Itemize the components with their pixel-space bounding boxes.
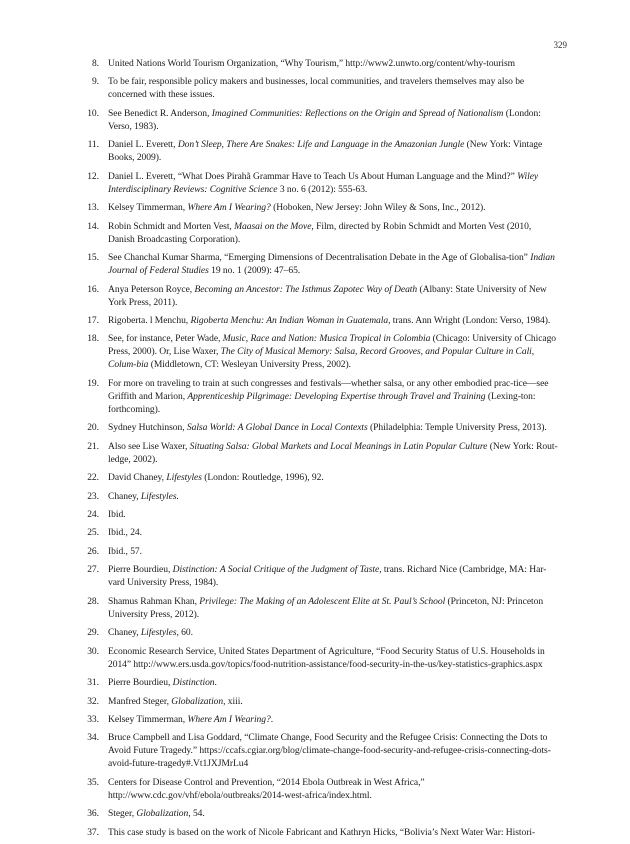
endnote-item: [84, 776, 558, 802]
endnote-text: [108, 139, 542, 163]
endnote-text: [108, 378, 548, 415]
endnote-item: [84, 170, 558, 196]
page-number: 329: [553, 40, 567, 50]
endnote-text-segment: (New York: Vintage Books, 2009).: [108, 139, 543, 164]
endnote-text: [108, 714, 273, 725]
endnote-text-segment: Pierre Bourdieu,: [108, 677, 173, 689]
endnote-text: [108, 777, 425, 801]
endnote-text-segment: , trans. Ann Wright (London: Verso, 1984).: [388, 314, 551, 326]
endnote-text-segment: Daniel L. Everett, “What Does Pirahã Grammar Have to Teach Us About Human Language and the Mind?”: [108, 170, 518, 182]
endnote-text-segment: Manfred Steger,: [108, 695, 172, 707]
endnote-text: [108, 732, 551, 769]
endnote-text-segment: Kelsey Timmerman,: [108, 202, 188, 214]
endnote-text-segment: 19 no. 1 (2009): 47–65.: [208, 265, 301, 277]
endnote-item: [84, 595, 558, 621]
endnote-title-italic: Becoming an Ancestor: The Isthmus Zapotec Way of Death: [194, 283, 418, 295]
endnote-text: [108, 252, 555, 276]
endnote-item: [84, 440, 558, 466]
endnote-number: 22.: [87, 472, 99, 484]
endnote-text-segment: See Chanchal Kumar Sharma, “Emerging Dimensions of Decentralisation Debate in the Age of Globalisa-tion”: [108, 252, 531, 264]
endnote-number: 13.: [87, 202, 99, 214]
endnote-number: 33.: [87, 713, 99, 725]
endnote-text-segment: Kelsey Timmerman,: [108, 713, 188, 725]
endnote-title-italic: Indian Journal of Federal Studies: [108, 252, 555, 277]
endnote-item: [84, 220, 558, 246]
endnote-text-segment: 3 no. 6 (2012): 555-63.: [277, 183, 368, 195]
endnote-item: [84, 471, 558, 484]
endnote-item: [84, 377, 558, 416]
endnote-item: [84, 676, 558, 689]
endnote-number: 32.: [87, 695, 99, 707]
endnote-text-segment: This case study is based on the work of Nicole Fabricant and Kathryn Hicks, “Bolivia’s Next Water War: Histori-: [108, 826, 536, 838]
endnote-title-italic: The City of Musical Memory: Salsa, Record Grooves, and Popular Culture in Cali, Colum-bia: [108, 346, 535, 371]
endnote-title-italic: Where Am I Wearing?: [187, 202, 271, 214]
endnote-text-segment: , 60.: [176, 627, 193, 639]
endnote-title-italic: Rigoberta Menchu: An Indian Woman in Guatemala: [190, 314, 389, 326]
endnote-text-segment: (Albany: State University of New York Press, 2011).: [108, 283, 547, 308]
endnote-text-segment: , Film, directed by Robin Schmidt and Morten Vest (2010, Danish Broadcasting Corporation).: [108, 220, 532, 245]
endnote-number: 16.: [87, 283, 99, 295]
endnote-text-segment: (Chicago: University of Chicago Press, 2000). Or, Lise Waxer,: [108, 333, 557, 358]
endnote-text: [108, 491, 179, 502]
endnote-number: 25.: [87, 527, 99, 539]
endnote-text-segment: Ibid.: [108, 509, 126, 520]
endnote-number: 23.: [87, 490, 99, 502]
endnote-item: [84, 713, 558, 726]
endnote-text-segment: (Hoboken, New Jersey: John Wiley & Sons, Inc., 2012).: [270, 202, 486, 214]
endnote-text: [108, 441, 558, 465]
endnote-text-segment: .: [214, 677, 217, 689]
endnote-text-segment: Anya Peterson Royce,: [108, 283, 195, 295]
endnote-number: 34.: [87, 732, 99, 744]
endnote-title-italic: Maasai on the Move: [234, 220, 312, 232]
endnote-number: 29.: [87, 627, 99, 639]
endnote-number: 11.: [87, 139, 99, 151]
endnote-text-segment: , xiii.: [223, 695, 243, 707]
endnote-title-italic: Lifestyles.: [140, 490, 179, 502]
endnote-text-segment: .: [270, 713, 274, 725]
endnote-number: 21.: [87, 440, 99, 452]
endnote-text: [108, 58, 515, 69]
endnote-text: [108, 808, 205, 819]
endnote-text: [108, 333, 556, 370]
endnote-title-italic: Apprenticeship Pilgrimage: Developing Expertise through Travel and Training: [187, 390, 486, 402]
endnote-title-italic: Globalization: [136, 808, 189, 820]
endnote-text: [108, 284, 547, 308]
endnote-item: [84, 332, 558, 371]
endnote-text: [108, 221, 531, 245]
endnote-title-italic: Globalization: [171, 695, 224, 707]
endnote-item: [84, 201, 558, 214]
endnote-number: 31.: [87, 677, 99, 689]
endnote-text: [108, 509, 126, 520]
endnote-number: 37.: [87, 826, 99, 838]
endnote-item: [84, 107, 558, 133]
endnote-title-italic: Wiley Interdisciplinary Reviews: Cognitive Science: [108, 170, 539, 195]
endnote-text: [108, 76, 524, 100]
endnote-text-segment: Chaney,: [108, 490, 141, 502]
endnote-item: [84, 807, 558, 820]
endnote-text-segment: Ibid., 24.: [108, 527, 142, 539]
endnote-text: [108, 108, 541, 132]
endnote-text-segment: Steger,: [108, 808, 137, 820]
endnote-title-italic: Music, Race and Nation: Musica Tropical in Colombia: [222, 333, 431, 345]
endnote-text-segment: (London: Routledge, 1996), 92.: [201, 472, 324, 484]
endnote-text: [108, 171, 538, 195]
endnote-number: 19.: [87, 377, 99, 389]
endnote-number: 8.: [91, 58, 99, 69]
endnote-text-segment: United Nations World Tourism Organization, “Why Tourism,” http://www2.unwto.org/content/why-tourism: [108, 58, 516, 69]
endnote-item: [84, 57, 558, 70]
endnote-number: 35.: [87, 776, 99, 788]
endnote-text-segment: To be fair, responsible policy makers and businesses, local communities, and travelers themselves may also be concerned with these issues.: [108, 76, 525, 101]
endnote-item: [84, 563, 558, 589]
endnote-item: [84, 526, 558, 539]
endnote-number: 15.: [87, 252, 99, 264]
endnote-text-segment: Chaney,: [108, 627, 141, 639]
endnote-item: [84, 731, 558, 770]
endnote-number: 20.: [87, 422, 99, 434]
endnote-text: [108, 827, 535, 838]
endnote-number: 36.: [87, 808, 99, 820]
endnote-item: [84, 283, 558, 309]
endnote-text-segment: (New York: Rout-ledge, 2002).: [108, 440, 558, 465]
endnote-text: [108, 677, 217, 688]
endnote-number: 12.: [87, 170, 99, 182]
endnote-text-segment: Rigoberta. l Menchu,: [108, 314, 191, 326]
endnote-item: [84, 645, 558, 671]
endnote-title-italic: Lifestyles: [166, 472, 202, 484]
endnote-title-italic: Where Am I Wearing?: [187, 713, 271, 725]
endnote-title-italic: Distinction: A Social Critique of the Judgment of Taste: [172, 564, 380, 576]
endnote-item: [84, 490, 558, 503]
endnote-item: [84, 626, 558, 639]
endnote-item: [84, 695, 558, 708]
endnote-number: 24.: [87, 509, 99, 520]
endnote-title-italic: Lifestyles: [140, 627, 177, 639]
endnote-text-segment: , trans. Richard Nice (Cambridge, MA: Har-vard University Press, 1984).: [108, 564, 547, 589]
endnote-text-segment: (London: Verso, 1983).: [108, 107, 541, 132]
endnote-number: 28.: [87, 595, 99, 607]
endnote-title-italic: Imagined Communities: Reflections on the Origin and Spread of Nationalism: [211, 107, 504, 119]
endnote-text-segment: Shamus Rahman Khan,: [108, 595, 200, 607]
endnote-text-segment: Economic Research Service, United States Department of Agriculture, “Food Security Status of U.S. Households in 2014” http://www.ers.usda.gov/topics/food-nutrition-assistance/food-security-in-the-us/key-statistics-graphics.aspx: [108, 645, 545, 670]
endnote-text-segment: (Philadelphia: Temple University Press, 2013).: [367, 422, 547, 434]
endnote-item: [84, 251, 558, 277]
endnote-text: [108, 202, 485, 213]
endnote-text: [108, 646, 545, 670]
endnote-text-segment: Sydney Hutchinson,: [108, 422, 187, 434]
endnote-number: 30.: [87, 645, 99, 657]
endnote-text: [108, 696, 243, 707]
endnote-item: [84, 314, 558, 327]
endnote-text-segment: For more on traveling to train at such congresses and festivals—whether salsa, or any other embodied prac-tice—see Griffith and Marion,: [108, 377, 549, 402]
endnote-text-segment: (Princeton, NJ: Princeton University Press, 2012).: [108, 595, 544, 620]
endnotes-list: [84, 57, 558, 844]
endnote-text-segment: Ibid., 57.: [108, 545, 142, 557]
endnote-text: [108, 422, 547, 433]
endnote-text: [108, 627, 193, 638]
endnote-text-segment: David Chaney,: [108, 472, 167, 484]
endnote-item: [84, 826, 558, 839]
endnote-text: [108, 472, 324, 483]
endnote-text-segment: See Benedict R. Anderson,: [108, 107, 212, 119]
endnote-item: [84, 545, 558, 558]
endnote-text-segment: Pierre Bourdieu,: [108, 564, 173, 576]
endnote-text: [108, 315, 550, 326]
endnote-title-italic: Privilege: The Making of an Adolescent Elite at St. Paul’s School: [199, 595, 446, 607]
endnote-text-segment: See, for instance, Peter Wade,: [108, 333, 223, 345]
endnote-text-segment: Bruce Campbell and Lisa Goddard, “Climate Change, Food Security and the Refugee Crisis: Connecting the Dots to Avoid Future Tragedy.” https://ccafs.cgiar.org/blog/climate-change-food-security-and-refugee-crisis-connecting-dots-avoid-future-tragedy#.Vt1JXJMrLu4: [108, 732, 551, 770]
endnote-text: [108, 546, 142, 557]
endnote-number: 14.: [87, 220, 99, 232]
endnote-text: [108, 527, 142, 538]
endnote-text: [108, 564, 546, 588]
endnote-text: [108, 596, 543, 620]
endnote-item: [84, 508, 558, 521]
endnote-title-italic: Salsa World: A Global Dance in Local Contexts: [186, 422, 368, 434]
endnote-text-segment: Daniel L. Everett,: [108, 139, 178, 151]
endnote-item: [84, 138, 558, 164]
endnote-number: 18.: [87, 333, 99, 345]
endnote-text-segment: Centers for Disease Control and Prevention, “2014 Ebola Outbreak in West Africa,” http://www.cdc.gov/vhf/ebola/outbreaks/2014-west-africa/index.html.: [108, 776, 425, 801]
endnote-number: 9.: [91, 76, 99, 88]
endnote-text-segment: Also see Lise Waxer,: [108, 440, 190, 452]
endnote-text-segment: Robin Schmidt and Morten Vest,: [108, 220, 235, 232]
endnote-number: 26.: [87, 545, 99, 557]
endnote-text-segment: (Middletown, CT: Wesleyan University Press, 2002).: [148, 359, 351, 371]
endnote-title-italic: Don’t Sleep, There Are Snakes: Life and Language in the Amazonian Jungle: [177, 139, 465, 151]
endnote-title-italic: Situating Salsa: Global Markets and Local Meanings in Latin Popular Culture: [189, 440, 488, 452]
endnote-number: 10.: [87, 107, 99, 119]
endnote-title-italic: Distinction: [172, 677, 215, 689]
endnote-item: [84, 421, 558, 434]
endnote-text-segment: , 54.: [188, 808, 205, 820]
endnote-number: 27.: [87, 564, 99, 576]
endnote-number: 17.: [87, 314, 99, 326]
endnote-text-segment: (Lexing-ton: forthcoming).: [108, 390, 536, 415]
endnote-item: [84, 75, 558, 101]
